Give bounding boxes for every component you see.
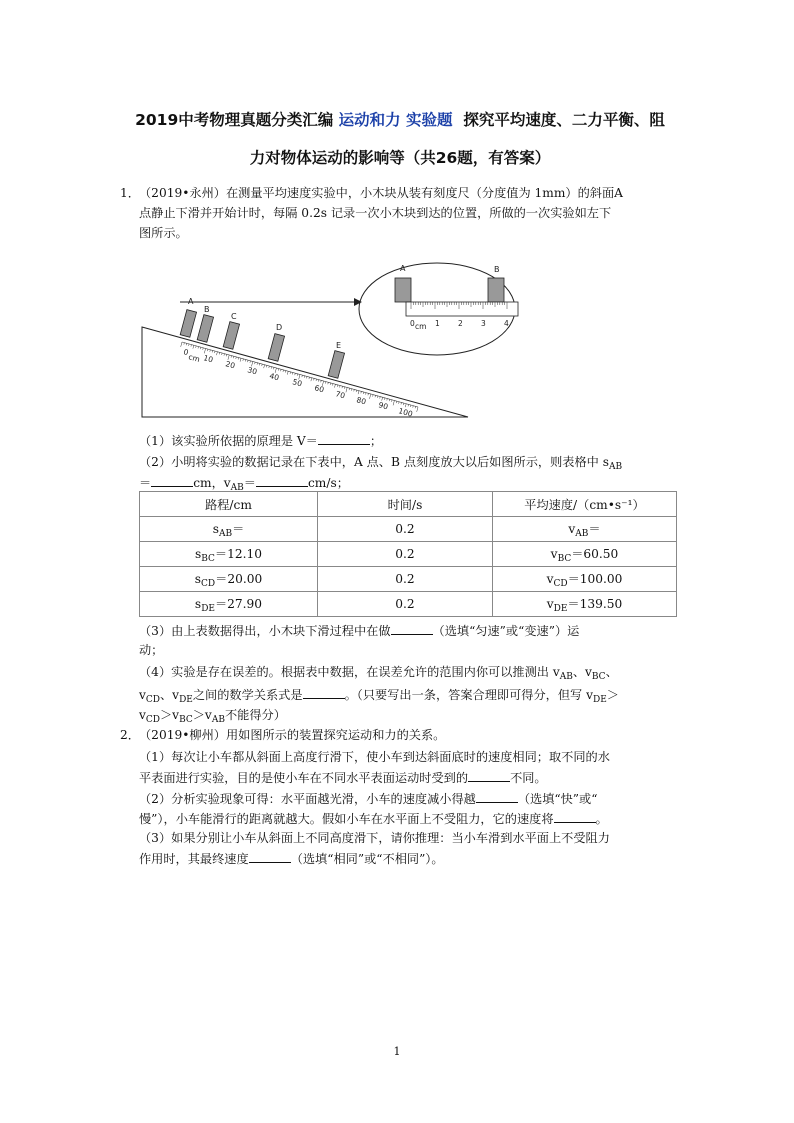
q1-sub4-line2: $v_{CD}$、$v_{DE}$之间的数学关系式是 。（只要写出一条，答案合理即可得分，但写 $v_{DE}>$ — [139, 684, 619, 710]
ramp-tick — [393, 401, 394, 406]
ramp-tick — [366, 393, 367, 395]
ramp-tick-0: 0 — [182, 347, 190, 358]
ramp-tick — [266, 365, 267, 367]
block-c — [223, 322, 239, 350]
zoom-label-b: B — [494, 265, 500, 274]
zoom-tick-cm: cm — [415, 322, 427, 331]
ramp-tick — [417, 407, 418, 412]
data-table — [139, 491, 677, 617]
ramp-tick — [290, 372, 291, 374]
zoom-tick-0: 0 — [410, 319, 415, 328]
ramp-tick — [370, 394, 371, 399]
ramp-tick — [316, 379, 317, 381]
table-cell-distance: $s_{BC}=12.10$ — [140, 542, 318, 567]
q1-sub4-line3: $v_{CD}>v_{BC}>v_{AB}$不能得分） — [139, 708, 286, 725]
q2-sub3-line1: （3）如果分别让小车从斜面上不同高度滑下，请你推理：当小车滑到水平面上不受阻力 — [139, 831, 610, 845]
table-header-distance: 路程/cm — [140, 492, 318, 517]
ramp-tick — [240, 358, 241, 361]
ramp-tick-30: 30 — [246, 365, 259, 377]
zoom-tick-4: 4 — [504, 319, 509, 328]
answer-blank-3[interactable] — [391, 620, 433, 635]
ramp-tick-40: 40 — [268, 371, 281, 383]
ramp-tick — [389, 399, 390, 401]
ramp-tick — [405, 404, 406, 407]
ramp-tick — [186, 343, 187, 345]
ramp-tick — [325, 382, 326, 384]
ramp-tick — [236, 357, 237, 359]
block-label-c: C — [231, 312, 237, 321]
ramp-tick — [243, 359, 244, 361]
ramp-tick — [415, 406, 416, 408]
ramp-tick — [399, 402, 400, 404]
ramp-tick-90: 90 — [377, 400, 390, 412]
ramp-tick — [196, 346, 197, 348]
block-a — [180, 310, 196, 338]
table-cell-time: 0.2 — [318, 592, 493, 617]
ramp-tick-50: 50 — [291, 377, 304, 389]
ramp-tick — [271, 367, 272, 369]
ramp-tick — [226, 354, 227, 356]
q2-sub2-line2: 慢”），小车能滑行的距离就越大。假如小车在水平面上不受阻力，它的速度将 。 — [139, 808, 608, 829]
ramp-figure — [130, 255, 550, 425]
zoom-label-a: A — [400, 264, 406, 273]
ramp-tick — [210, 350, 211, 352]
ramp-tick — [321, 380, 322, 382]
ramp-tick — [222, 353, 223, 355]
title-rest: 探究平均速度、二力平衡、阻 — [463, 111, 665, 129]
page-number: 1 — [393, 1045, 401, 1058]
ramp-tick — [401, 402, 402, 404]
ramp-tick — [387, 399, 388, 401]
answer-blank-q2-3[interactable] — [249, 848, 291, 863]
answer-blank-4[interactable] — [303, 684, 345, 699]
q1-text-line3: 图所示。 — [139, 226, 188, 240]
ramp-tick — [318, 380, 319, 382]
q1-sub4-line1: （4）实验是存在误差的。根据表中数据，在误差允许的范围内你可以推测出 $v_{AB}$、$v_{BC}$、 — [139, 665, 618, 682]
ramp-tick — [307, 376, 308, 378]
q2-number: 2． — [120, 728, 140, 742]
q2-sub3-line2: 作用时，其最终速度 （选填“相同”或“不相同”）。 — [139, 848, 444, 869]
ramp-tick — [309, 377, 310, 379]
ramp-tick — [250, 361, 251, 363]
ramp-tick — [257, 363, 258, 365]
ramp-tick — [337, 385, 338, 387]
table-cell-velocity: $v_{DE}=139.50$ — [493, 592, 677, 617]
ramp-tick-80: 80 — [355, 395, 368, 407]
q1-text-line1: （2019•永州）在测量平均速度实验中，小木块从装有刻度尺（分度值为 1mm）的斜面A — [139, 186, 623, 200]
ramp-tick — [314, 378, 315, 380]
q2-sub1-line1: （1）每次让小车都从斜面上高度行滑下，使小车到达斜面底时的速度相同；取不同的水 — [139, 750, 610, 764]
zoom-tick-2: 2 — [458, 319, 463, 328]
ramp-tick — [219, 352, 220, 354]
zoom-block-b — [488, 278, 504, 302]
ramp-tick — [215, 351, 216, 353]
block-b — [197, 315, 213, 343]
ramp-tick — [295, 373, 296, 375]
ramp-tick — [181, 342, 182, 347]
page-title-line2: 力对物体运动的影响等（共26题，有答案） — [249, 149, 551, 167]
ramp-tick — [297, 374, 298, 376]
block-label-e: E — [336, 341, 342, 350]
table-row — [140, 567, 677, 592]
q2-sub2-line1: （2）分析实验现象可得：水平面越光滑，小车的速度减小得越 （选填“快”或“ — [139, 788, 597, 809]
q2-sub1-line2: 平表面进行实验，目的是使小车在不同水平表面运动时受到的 不同。 — [139, 767, 547, 788]
block-label-a: A — [188, 297, 194, 306]
ramp-tick — [212, 350, 213, 352]
answer-blank-q2-2b[interactable] — [554, 808, 596, 823]
answer-blank-1[interactable] — [318, 430, 370, 445]
ramp-tick — [224, 354, 225, 356]
ramp-tick — [304, 376, 305, 378]
ramp-tick — [342, 386, 343, 388]
q1-number: 1． — [120, 186, 140, 200]
ramp-tick — [302, 375, 303, 377]
answer-blank-q2-1[interactable] — [468, 767, 510, 782]
ramp-tick — [396, 401, 397, 403]
ramp-tick — [408, 404, 409, 406]
ramp-tick — [334, 384, 335, 387]
q1-sub2-line1: （2）小明将实验的数据记录在下表中，A 点、B 点刻度放大以后如图所示，则表格中 $s_{AB}$ — [139, 455, 623, 472]
ramp-tick — [373, 395, 374, 397]
ramp-tick — [274, 367, 275, 369]
ramp-tick — [193, 345, 194, 348]
ramp-tick — [283, 370, 284, 372]
ramp-tick — [368, 393, 369, 395]
ramp-tick — [200, 347, 201, 349]
q2-text: （2019•柳州）用如图所示的装置探究运动和力的关系。 — [139, 728, 446, 742]
ramp-tick — [269, 366, 270, 368]
ramp-tick — [245, 360, 246, 362]
ramp-tick-cm: cm — [187, 352, 201, 364]
ramp-tick — [287, 371, 288, 374]
ramp-tick — [231, 356, 232, 358]
table-cell-distance: $s_{CD}=20.00$ — [140, 567, 318, 592]
ramp-tick — [238, 358, 239, 360]
ramp-tick — [292, 373, 293, 375]
q1-sub1: （1）该实验所依据的原理是 V＝ ； — [139, 430, 382, 451]
ramp-tick — [278, 369, 279, 371]
ramp-tick — [189, 344, 190, 346]
q1-sub3-line1: （3）由上表数据得出，小木块下滑过程中在做 （选填“匀速”或“变速”）运 — [139, 620, 579, 641]
table-cell-distance: $s_{AB}=$ — [140, 517, 318, 542]
q1-text-line2: 点静止下滑并开始计时，每隔 0.2s 记录一次小木块到达的位置，所做的一次实验如左下 — [139, 206, 612, 220]
ramp-tick-labels — [182, 347, 413, 418]
ramp-tick — [361, 391, 362, 393]
block-label-d: D — [276, 323, 283, 332]
ramp-tick — [184, 343, 185, 345]
ramp-tick — [198, 347, 199, 349]
ramp-tick-10: 10 — [202, 353, 215, 365]
ramp-tick — [203, 348, 204, 350]
zoom-tick-labels — [410, 319, 509, 331]
title-prefix: 2019中考物理真题分类汇编 — [135, 111, 334, 129]
ramp-tick — [384, 398, 385, 400]
page-title-line1 — [120, 108, 680, 130]
ramp-tick — [285, 371, 286, 373]
ramp-tick — [216, 352, 217, 355]
zoom-tick-3: 3 — [481, 319, 486, 328]
ramp-tick-100: 100 — [397, 406, 414, 419]
table-row — [140, 592, 677, 617]
table-row — [140, 517, 677, 542]
ramp-tick — [375, 395, 376, 397]
ramp-tick — [255, 362, 256, 364]
table-header-time: 时间/s — [318, 492, 493, 517]
answer-blank-q2-2a[interactable] — [476, 788, 518, 803]
q1-sub2-line2: ＝ cm，$v_{AB}= cm/s$； — [139, 472, 349, 498]
ramp-tick — [354, 389, 355, 391]
ramp-tick — [413, 406, 414, 408]
table-header-row — [140, 492, 677, 517]
ramp-tick-70: 70 — [334, 389, 347, 401]
ramp-tick-60: 60 — [313, 383, 326, 395]
ramp-tick — [259, 363, 260, 365]
ramp-tick — [358, 391, 359, 394]
ramp-triangle — [142, 327, 468, 417]
ramp-tick — [262, 364, 263, 366]
table-cell-time: 0.2 — [318, 542, 493, 567]
ramp-tick — [333, 384, 334, 386]
ramp-tick — [392, 400, 393, 402]
ramp-tick — [191, 345, 192, 347]
ramp-tick — [363, 392, 364, 394]
ramp-tick — [410, 405, 411, 407]
block-label-b: B — [204, 305, 210, 314]
ramp-tick — [340, 386, 341, 388]
ramp-tick — [349, 388, 350, 390]
ramp-tick — [311, 378, 312, 381]
ramp-tick — [344, 387, 345, 389]
ramp-tick — [207, 349, 208, 351]
ramp-tick — [380, 397, 381, 399]
answer-blank-vab[interactable] — [256, 472, 308, 487]
zoom-tick-1: 1 — [435, 319, 440, 328]
ramp-tick — [330, 383, 331, 385]
ramp-tick — [346, 388, 347, 393]
table-cell-velocity: $v_{BC}=60.50$ — [493, 542, 677, 567]
ramp-tick — [281, 369, 282, 371]
table-cell-time: 0.2 — [318, 517, 493, 542]
zoom-block-a — [395, 278, 411, 302]
table-header-velocity: 平均速度/（cm•s⁻¹） — [493, 492, 677, 517]
ramp-tick — [403, 403, 404, 405]
block-d — [268, 334, 284, 362]
title-highlight: 运动和力 实验题 — [338, 111, 453, 129]
q1-sub3-line2: 动； — [139, 643, 164, 657]
ramp-tick — [328, 382, 329, 384]
ramp-tick — [356, 390, 357, 392]
ramp-tick-20: 20 — [224, 359, 237, 371]
table-cell-velocity: $v_{AB}=$ — [493, 517, 677, 542]
ramp-tick — [264, 365, 265, 368]
block-e — [328, 351, 344, 379]
ramp-tick — [248, 360, 249, 362]
table-row — [140, 542, 677, 567]
table-cell-velocity: $v_{CD}=100.00$ — [493, 567, 677, 592]
ramp-tick — [233, 356, 234, 358]
table-cell-time: 0.2 — [318, 567, 493, 592]
ramp-tick — [351, 389, 352, 391]
ramp-tick — [377, 396, 378, 398]
table-cell-distance: $s_{DE}=27.90$ — [140, 592, 318, 617]
answer-blank-sab[interactable] — [151, 472, 193, 487]
